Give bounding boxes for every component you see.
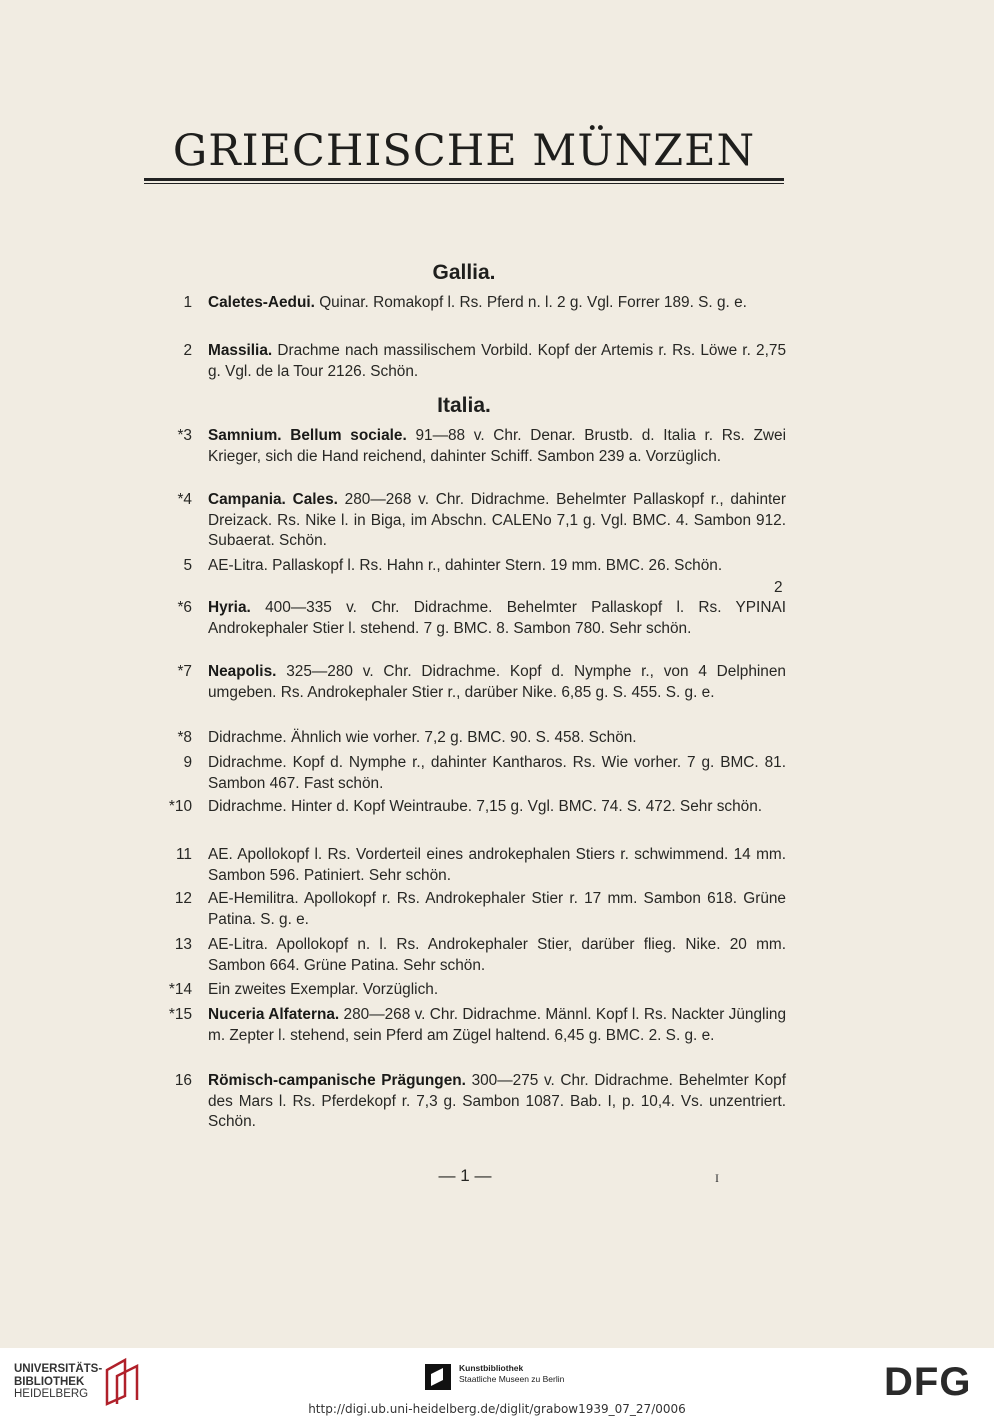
lot-number: 13: [174, 936, 192, 953]
kb-line-2: Staatliche Museen zu Berlin: [459, 1374, 565, 1384]
lot-entry: [150, 797, 786, 818]
lot-entry: [150, 662, 786, 703]
lot-description: Ein zweites Exemplar. Vorzüglich.: [208, 981, 439, 998]
lot-place: Samnium.: [208, 427, 282, 444]
library-logo-icon: [103, 1356, 143, 1406]
lot-number: *14: [168, 981, 192, 998]
section-heading-italia: Italia.: [437, 394, 491, 417]
lot-entry: [150, 598, 786, 639]
lot-number: 9: [183, 754, 192, 771]
kb-line-1: Kunstbibliothek: [459, 1363, 524, 1373]
signature-mark: I: [715, 1171, 719, 1185]
margin-mark: 2: [774, 579, 783, 596]
lot-number: *7: [177, 663, 192, 680]
lot-number: 1: [183, 294, 192, 311]
lot-number: *15: [168, 1006, 192, 1023]
lot-place: Römisch-campanische Prägungen.: [208, 1072, 466, 1089]
lot-description: Didrachme. Kopf d. Nymphe r., dahinter Kantharos. Rs. Wie vorher. 7 g. BMC. 81. Sambon 467. Fast schön.: [208, 754, 786, 792]
source-url[interactable]: http://digi.ub.uni-heidelberg.de/diglit/grabow1939_07_27/0006: [308, 1402, 686, 1416]
lot-description: Quinar. Romakopf l. Rs. Pferd n. l. 2 g. Vgl. Forrer 189. S. g. e.: [314, 294, 747, 311]
lot-description: AE-Litra. Apollokopf n. l. Rs. Androkephaler Stier, darüber flieg. Nike. 20 mm. Sambon 664. Grüne Patina. Sehr schön.: [208, 936, 786, 974]
lot-number: 12: [174, 890, 192, 907]
lot-place: Caletes-Aedui.: [208, 294, 315, 311]
lot-entry: [150, 753, 786, 794]
page-number: — 1 —: [438, 1166, 492, 1185]
lot-number: *10: [168, 798, 192, 815]
lot-description: AE-Hemilitra. Apollokopf r. Rs. Androkephaler Stier r. 17 mm. Sambon 618. Grüne Patina. S. g. e.: [208, 890, 786, 928]
lot-description: 280—268 v. Chr. Didrachme. Männl. Kopf l. Rs. Nackter Jüngling m. Zepter l. stehend, sein Pferd am Zügel haltend. 6,45 g. BMC. 2. S. g. e.: [208, 1006, 787, 1044]
lot-number: *4: [177, 491, 192, 508]
lot-description: 300—275 v. Chr. Didrachme. Behelmter Kopf des Mars l. Rs. Pferdekopf r. 7,3 g. Sambon 1087. Bab. I, p. 10,4. Vs. unzentriert. Schön.: [208, 1072, 787, 1130]
lot-place: Nuceria Alfaterna.: [208, 1006, 340, 1023]
lot-entry: [150, 341, 786, 382]
lot-subplace: Bellum sociale.: [281, 427, 407, 444]
lot-number: *8: [177, 729, 192, 746]
lot-description: 91—88 v. Chr. Denar. Brustb. d. Italia r. Rs. Zwei Krieger, sich die Hand reichend, dahinter Schiff. Sambon 239 a. Vorzüglich.: [208, 427, 786, 465]
lot-entry: [150, 889, 786, 930]
lot-description: Didrachme. Hinter d. Kopf Weintraube. 7,15 g. Vgl. BMC. 74. S. 472. Sehr schön.: [208, 798, 763, 815]
library-name: [14, 1363, 102, 1401]
library-line-2: BIBLIOTHEK: [14, 1375, 85, 1388]
lot-place: Neapolis.: [208, 663, 277, 680]
lot-entry: [150, 556, 786, 577]
lot-description: 280—268 v. Chr. Didrachme. Behelmter Pallaskopf r., dahinter Dreizack. Rs. Nike l. in Biga, im Abschn. CALENo 7,1 g. Vgl. BMC. 4. Sambon 912. Subaerat. Schön.: [208, 491, 786, 549]
lot-number: *3: [177, 427, 192, 444]
lot-number: 2: [183, 342, 192, 359]
kunstbibliothek-logo-icon: [423, 1362, 453, 1392]
lot-entry: [150, 845, 786, 886]
lot-description: Didrachme. Ähnlich wie vorher. 7,2 g. BMC. 90. S. 458. Schön.: [208, 729, 637, 746]
library-line-3: HEIDELBERG: [14, 1388, 89, 1400]
lot-place: Hyria.: [208, 599, 251, 616]
kunstbibliothek-name: [459, 1363, 564, 1385]
lot-entry: [150, 935, 786, 976]
title-rule-thin: [144, 183, 784, 184]
lot-place: Massilia.: [208, 342, 273, 359]
lot-entry: [150, 1071, 786, 1133]
lot-description: AE. Apollokopf l. Rs. Vorderteil eines androkephalen Stiers r. schwimmend. 14 mm. Sambon 596. Patiniert. Sehr schön.: [208, 846, 786, 884]
lot-number: 5: [183, 557, 192, 574]
lot-entry: [150, 426, 786, 467]
lot-description: Drachme nach massilischem Vorbild. Kopf der Artemis r. Rs. Löwe r. 2,75 g. Vgl. de la Tour 2126. Schön.: [208, 342, 786, 380]
lot-entry: [150, 490, 786, 552]
section-heading-gallia: Gallia.: [432, 261, 496, 284]
lot-number: 16: [174, 1072, 192, 1089]
lot-description: 400—335 v. Chr. Didrachme. Behelmter Pallaskopf l. Rs. YPINAI Androkephaler Stier l. stehend. 7 g. BMC. 8. Sambon 780. Sehr schön.: [208, 599, 786, 637]
page-title: GRIECHISCHE MÜNZEN: [172, 126, 756, 176]
lot-description: AE-Litra. Pallaskopf l. Rs. Hahn r., dahinter Stern. 19 mm. BMC. 26. Schön.: [208, 557, 723, 574]
lot-entry: [150, 728, 786, 749]
lot-entry: [150, 1005, 786, 1046]
lot-subplace: Cales.: [285, 491, 338, 508]
lot-entry: [150, 293, 786, 314]
title-rule-thick: [144, 178, 784, 181]
lot-number: 11: [176, 846, 192, 863]
lot-entry: [150, 980, 786, 1001]
lot-number: *6: [177, 599, 192, 616]
lot-description: 325—280 v. Chr. Didrachme. Kopf d. Nymphe r., von 4 Delphinen umgeben. Rs. Androkephaler Stier r., darüber Nike. 6,85 g. S. 455. S. g. e.: [208, 663, 786, 701]
dfg-logo: DFG: [884, 1360, 972, 1404]
lot-place: Campania.: [208, 491, 286, 508]
library-line-1: UNIVERSITÄTS-: [14, 1363, 103, 1375]
